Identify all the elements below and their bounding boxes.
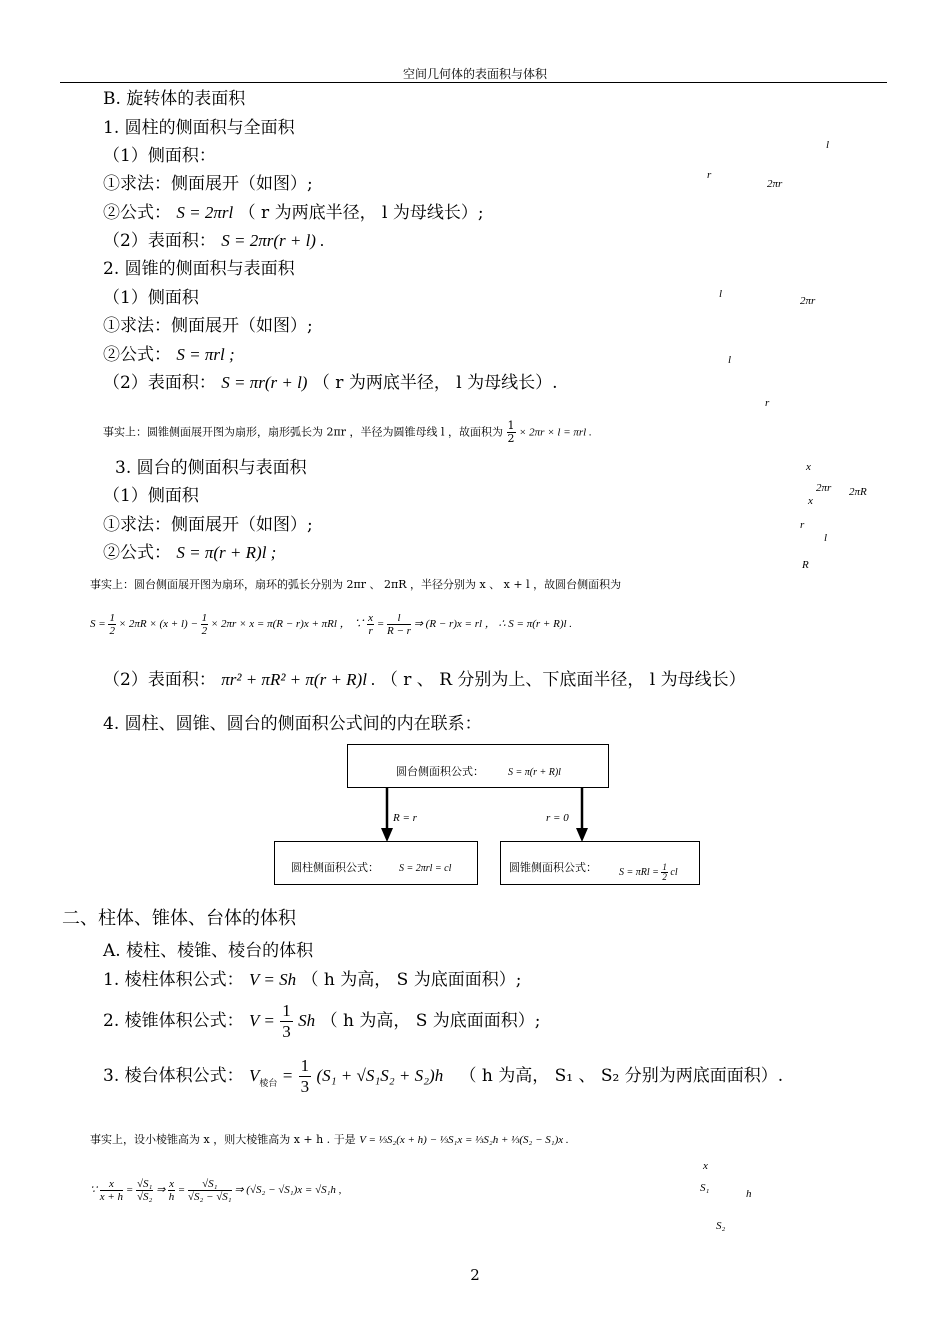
fraction-l-over-R-minus-r: $\frac{l}{R - r}$ <box>387 612 411 637</box>
fig3-label-2piR: 2πR <box>849 486 867 498</box>
pyramid-note: （ h 为高， S 为底面面积）; <box>320 1011 541 1031</box>
frustum-derivation: S = $\frac{1}{2}$ × 2πR × (x + l) − $\frac{1}{2}$ × 2πr × x = π(R − r)x + πRl ， ∵ $\frac{x}{r}$ = $\frac{l}{R - r}$ ⇒ (R − r)x = rl ， ∴ S = π(r + R)l . <box>90 612 573 637</box>
cylinder-formula-note: （ r 为两底半径， l 为母线长）; <box>238 203 484 223</box>
right-formula-box <box>500 841 700 885</box>
fig2-label-r: r <box>765 397 770 409</box>
cone-title: 2. 圆锥的侧面积与表面积 <box>103 259 295 279</box>
cylinder-formula-row <box>103 202 484 224</box>
frustum-volume-v: $V_{棱台}$ = <box>249 1066 294 1088</box>
cone-fact-tail: × 2πr × l = πrl . <box>519 426 592 439</box>
header-rule <box>60 82 887 83</box>
pyramid-row <box>103 1001 541 1047</box>
cone-surface-row <box>103 372 557 394</box>
cone-formula: S = πrl ; <box>176 345 235 364</box>
fig3-label-2pir: 2πr <box>816 482 832 494</box>
cylinder-surface-label: （2）表面积： <box>103 231 216 251</box>
fig3-label-R: R <box>802 559 809 571</box>
derivation-part-c: × 2πr × x = π(R − r)x + πRl ， ∵ <box>210 618 365 631</box>
top-formula-box <box>347 744 609 788</box>
prism-row <box>103 969 521 991</box>
frustum-volume-formula: (S₁ + √S₁S₂ + S₂)h <box>316 1066 444 1085</box>
fraction-one-half: $\frac{1}{2}$ <box>662 862 667 882</box>
prism-label: 1. 棱柱体积公式： <box>103 970 244 990</box>
fraction-x-over-x-plus-h: $\frac{x}{x + h}$ <box>99 1178 124 1203</box>
frustum-volume-subscript: 棱台 <box>259 1078 278 1088</box>
cylinder-surface-row <box>103 230 324 252</box>
frustum-surface-note: （ r 、 R 分别为上、下底面半径， l 为母线长） <box>380 670 746 690</box>
frustum-method: ①求法：侧面展开（如图）; <box>103 515 313 535</box>
page-header-title: 空间几何体的表面积与体积 <box>402 67 547 81</box>
right-box-formula-text: S = πRl = <box>619 866 659 878</box>
fig4-label-s2: S₂ <box>716 1220 726 1232</box>
fig3-label-l: l <box>824 532 828 544</box>
cone-surface-formula: S = πr(r + l) <box>221 373 308 392</box>
cone-formula-row <box>103 344 235 366</box>
cylinder-formula: S = 2πrl <box>176 203 234 222</box>
frustum-volume-note: （ h 为高， S₁ 、 S₂ 分别为两底面面积）. <box>459 1066 784 1086</box>
section-2-heading: 二、柱体、锥体、台体的体积 <box>62 908 296 929</box>
volume-fact-text: 事实上，设小棱锥高为 x ，则大棱锥高为 x + h . 于是 <box>90 1133 356 1146</box>
pyramid-formula-b: Sh <box>298 1011 316 1030</box>
left-box-label: 圆柱侧面积公式： <box>291 861 379 874</box>
fig4-label-h: h <box>746 1188 752 1200</box>
derivation-part-b: × 2πR × (x + l) − <box>118 618 198 631</box>
frustum-title: 3. 圆台的侧面积与表面积 <box>115 458 307 478</box>
top-box-label: 圆台侧面积公式： <box>396 765 484 778</box>
frustum-surface-label: （2）表面积： <box>103 670 216 690</box>
cylinder-surface-formula: S = 2πr(r + l) . <box>221 231 325 250</box>
fraction-one-third: $\frac{1}{3}$ <box>300 1056 310 1096</box>
cone-surface-note: （ r 为两底半径， l 为母线长）. <box>312 373 558 393</box>
left-formula-box <box>274 841 478 885</box>
page-number: 2 <box>470 1266 480 1284</box>
frustum-volume-label: 3. 棱台体积公式： <box>103 1066 244 1086</box>
fig1-label-2pir: 2πr <box>767 178 783 190</box>
frustum-formula-row <box>103 542 276 564</box>
pyramid-label: 2. 棱锥体积公式： <box>103 1011 244 1031</box>
cone-lateral: （1）侧面积 <box>103 288 199 308</box>
frustum-formula: S = π(r + R)l ; <box>176 543 277 562</box>
frustum-surface-formula: πr² + πR² + π(r + R)l . <box>221 670 376 689</box>
right-box-formula: S = πRl = $\frac{1}{2}$ cl <box>619 862 678 882</box>
fig4-label-x: x <box>703 1160 708 1172</box>
prism-note: （ h 为高， S 为底面面积）; <box>301 970 522 990</box>
volume-derivation-tail: ⇒ (√S₂ − √S₁)x = √S₁h , <box>234 1184 342 1197</box>
fraction-x-over-h: $\frac{x}{h}$ <box>168 1178 175 1203</box>
fig3-label-x2: x <box>808 495 813 507</box>
volume-fact-formula: V = ⅓S₂(x + h) − ⅓S₁x = ⅓S₂h + ⅓(S₂ − S₁)x . <box>359 1134 569 1146</box>
fig2-label-2pir: 2πr <box>800 295 816 307</box>
left-arrow-label: R = r <box>393 812 417 824</box>
volume-fact-row <box>90 1133 569 1147</box>
fig1-label-l: l <box>826 139 830 151</box>
fraction-one-half: $\frac{1}{2}$ <box>201 612 208 637</box>
left-box-formula: S = 2πrl = cl <box>399 863 452 874</box>
fraction-one-half: $\frac{1}{2}$ <box>109 612 115 637</box>
fig1-label-r: r <box>707 169 712 181</box>
cone-formula-label: ②公式： <box>103 345 171 365</box>
volume-derivation-row: ∵ $\frac{x}{x + h}$ = $\frac{\text{√S₁}}{\text{√S₂}}$ ⇒ $\frac{x}{h}$ = $\frac{\text{√S₁}}{\text{√S₂ − √S₁}}$ ⇒ (√S₂ − √S₁)x = √S₁h , <box>90 1178 342 1203</box>
fraction-one-third: $\frac{1}{3}$ <box>282 1001 291 1041</box>
frustum-volume-row <box>103 1056 783 1102</box>
pyramid-formula-a: V = <box>249 1011 275 1030</box>
fig4-label-s1: S₁ <box>700 1182 710 1194</box>
cone-method: ①求法：侧面展开（如图）; <box>103 316 313 336</box>
fig2-label-l2: l <box>728 354 732 366</box>
cylinder-title: 1. 圆柱的侧面积与全面积 <box>103 118 295 138</box>
derivation-part-a: S = <box>90 618 106 631</box>
fraction-one-half: $\frac{1}{2}$ <box>507 419 515 445</box>
fig3-label-r: r <box>800 519 805 531</box>
fig2-label-l: l <box>719 288 723 300</box>
derivation-part-d: ⇒ (R − r)x = rl ， ∴ S = π(r + R)l . <box>413 618 573 631</box>
frustum-fact: 事实上：圆台侧面展开图为扇环，扇环的弧长分别为 2πr 、 2πR ，半径分别为 x 、 x + l ，故圆台侧面积为 <box>90 578 622 591</box>
cone-fact-text: 事实上：圆锥侧面展开图为扇形，扇形弧长为 2πr ，半径为圆锥母线 l ，故面积为 <box>103 425 503 439</box>
fraction-sqrt-s1-over-sqrt-s2: $\frac{\text{√S₁}}{\text{√S₂}}$ <box>137 1178 153 1203</box>
section-2-sub: A. 棱柱、棱锥、棱台的体积 <box>103 941 314 961</box>
cylinder-formula-label: ②公式： <box>103 203 171 223</box>
right-arrow-head <box>576 828 588 842</box>
frustum-lateral: （1）侧面积 <box>103 486 199 506</box>
frustum-formula-label: ②公式： <box>103 543 171 563</box>
cone-surface-label: （2）表面积： <box>103 373 216 393</box>
left-arrow-head <box>381 828 393 842</box>
top-box-formula: S = π(r + R)l <box>508 767 561 778</box>
relation-title: 4. 圆柱、圆锥、圆台的侧面积公式间的内在联系： <box>103 714 482 734</box>
cone-fact <box>103 420 592 445</box>
frustum-surface-row <box>103 669 746 691</box>
fraction-x-over-r: $\frac{x}{r}$ <box>368 612 374 637</box>
right-box-label: 圆锥侧面积公式： <box>509 861 597 874</box>
right-arrow-label: r = 0 <box>546 812 569 824</box>
cylinder-lateral: （1）侧面积： <box>103 146 216 166</box>
cylinder-method: ①求法：侧面展开（如图）; <box>103 174 313 194</box>
fig3-label-x: x <box>806 461 811 473</box>
fraction-sqrt-s1-over-diff: $\frac{\text{√S₁}}{\text{√S₂ − √S₁}}$ <box>187 1178 232 1203</box>
section-b-heading: B. 旋转体的表面积 <box>103 89 246 109</box>
prism-formula: V = Sh <box>249 970 297 989</box>
